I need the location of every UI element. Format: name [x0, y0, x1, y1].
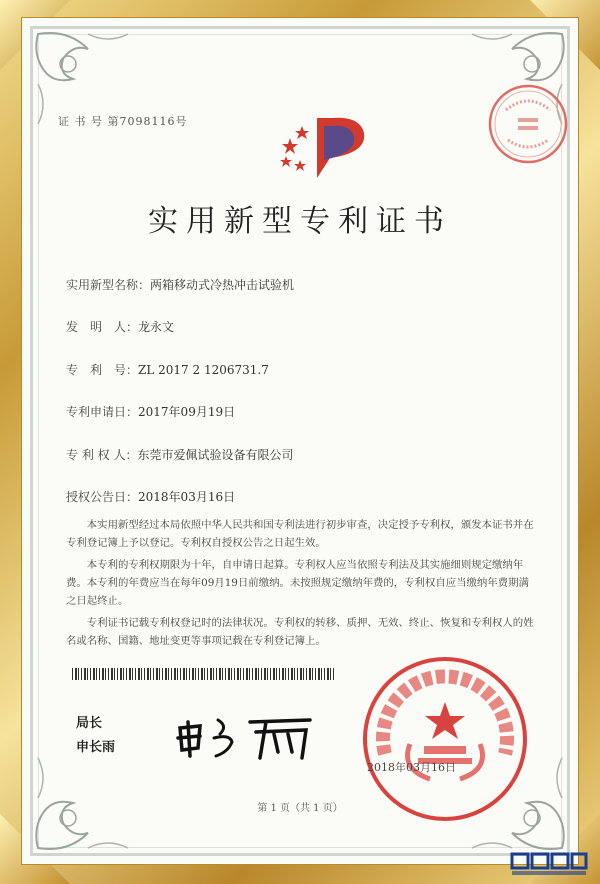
seal-date: 2018年03月16日 — [367, 761, 456, 774]
certificate-paper — [22, 18, 578, 864]
field-label: 专 利 权 人： — [66, 448, 138, 462]
signatory-title: 局长 — [76, 716, 103, 731]
utility-model-name-field — [66, 276, 294, 293]
field-value: 龙永文 — [138, 320, 175, 334]
brand-logo-icon — [510, 852, 590, 878]
paragraph: 本实用新型经过本局依照中华人民共和国专利法进行初步审查，决定授予专利权，颁发本证书并在专利登记簿上予以登记。专利权自授权公告之日起生效。 — [66, 519, 534, 549]
filing-date-field — [66, 403, 235, 420]
field-value: 2017年09月19日 — [138, 405, 236, 419]
field-label: 实用新型名称： — [66, 278, 151, 292]
field-label: 专利申请日： — [66, 405, 139, 419]
patent-office-logo-icon — [272, 98, 382, 188]
barcode-icon — [72, 668, 334, 680]
paragraph: 本专利的专利权期限为十年，自申请日起算。专利权人应当依照专利法及其实施细则规定缴纳年费。本专利的年费应当在每年09月19日前缴纳。未按照规定缴纳年费的，专利权自应当缴纳年费期满之日起终止。 — [66, 559, 529, 607]
field-value: ZL 2017 2 1206731.7 — [138, 363, 269, 377]
field-label: 专 利 号： — [66, 363, 139, 377]
certificate-title: 实用新型专利证书 — [148, 204, 452, 239]
page-number: 第 1 页（共 1 页） — [257, 803, 343, 814]
field-value: 2018年03月16日 — [138, 490, 236, 504]
field-label: 授权公告日： — [66, 490, 139, 504]
certificate-number: 证 书 号 第7098116号 — [58, 115, 188, 128]
field-value: 两箱移动式冷热冲击试验机 — [150, 278, 295, 292]
grant-date-field — [66, 488, 235, 505]
paragraph: 专利证书记载专利权登记时的法律状况。专利权的转移、质押、无效、终止、恢复和专利权人的姓名或名称、国籍、地址变更等事项记载在专利登记簿上。 — [66, 617, 534, 647]
signatory-name: 申长雨 — [76, 740, 116, 755]
patent-number-field — [66, 361, 269, 378]
certificate-body-text — [66, 516, 536, 654]
field-label: 发 明 人： — [66, 320, 139, 334]
small-red-seal-icon — [486, 82, 570, 166]
patentee-field — [66, 446, 293, 463]
field-value: 东莞市爱佩试验设备有限公司 — [137, 448, 294, 462]
handwritten-signature-icon — [170, 708, 330, 768]
inventor-field — [66, 318, 174, 335]
